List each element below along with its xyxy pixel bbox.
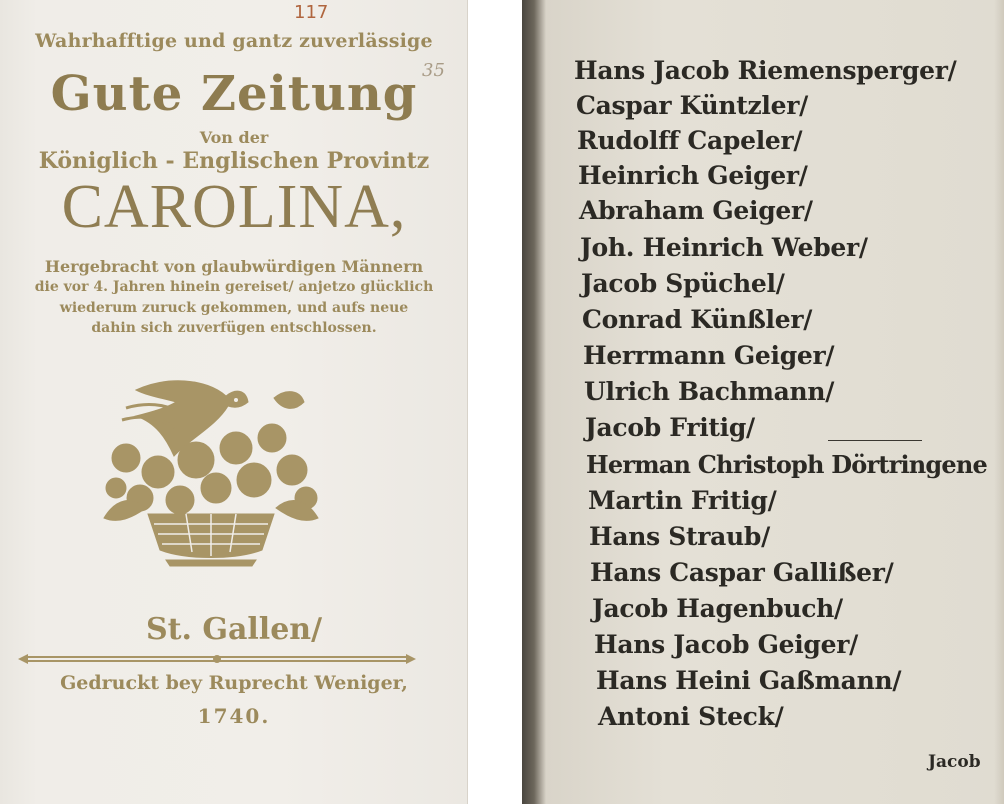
name-entry: Hans Jacob Geiger/ <box>594 630 858 659</box>
name-entry: Rudolff Capeler/ <box>577 126 803 155</box>
bird-flower-basket-ornament <box>96 368 326 568</box>
printer-line: Gedruckt bey Ruprecht Weniger, <box>60 672 408 694</box>
ornamental-rule <box>18 652 416 666</box>
name-entry: Antoni Steck/ <box>598 702 784 731</box>
folio-mark: 35 <box>422 60 445 81</box>
name-entry: Hans Straub/ <box>589 522 770 551</box>
name-entry: Hans Jacob Riemensperger/ <box>574 56 957 85</box>
imprint-place: St. Gallen/ <box>145 612 323 647</box>
title-page <box>0 0 468 804</box>
title-carolina: CAROLINA, <box>61 173 407 241</box>
name-entry: Joh. Heinrich Weber/ <box>580 233 868 262</box>
name-entry: Jacob Fritig/ <box>585 413 755 442</box>
name-entry: Heinrich Geiger/ <box>578 161 808 190</box>
title-line-4: Königlich - Englischen Provintz <box>38 148 430 174</box>
title-line-6: Hergebracht von glaubwürdigen Männern <box>44 257 424 276</box>
name-entry: Jacob Hagenbuch/ <box>592 594 843 623</box>
page-number-mark: 117 <box>294 2 329 23</box>
title-main-heading: Gute Zeitung <box>50 66 418 122</box>
name-entry: Herman Christoph Dörtringene <box>586 450 987 479</box>
name-entry: Conrad Künßler/ <box>582 305 813 334</box>
name-entry: Caspar Küntzler/ <box>576 91 808 120</box>
catchword: Jacob <box>928 752 981 772</box>
imprint-year: 1740. <box>197 704 271 728</box>
name-entry: Hans Caspar Gallißer/ <box>590 558 894 587</box>
name-entry: Hans Heini Gaßmann/ <box>596 666 902 695</box>
name-entry: Abraham Geiger/ <box>579 196 813 225</box>
title-line-8: wiederum zuruck gekommen, und aufs neue <box>59 300 409 316</box>
title-line-7: die vor 4. Jahren hinein gereiset/ anjetzo glücklich <box>34 279 434 295</box>
name-entry: Martin Fritig/ <box>588 486 777 515</box>
title-line-3: Von der <box>199 128 269 147</box>
name-entry: Ulrich Bachmann/ <box>584 377 835 406</box>
title-line-1: Wahrhafftige und gantz zuverlässige <box>35 30 433 52</box>
name-entry: Jacob Spüchel/ <box>581 269 785 298</box>
names-page <box>522 0 1004 804</box>
name-entry: Herrmann Geiger/ <box>583 341 835 370</box>
title-line-9: dahin sich zuverfügen entschlossen. <box>91 320 377 336</box>
ink-line <box>828 440 922 441</box>
gutter <box>468 0 522 804</box>
